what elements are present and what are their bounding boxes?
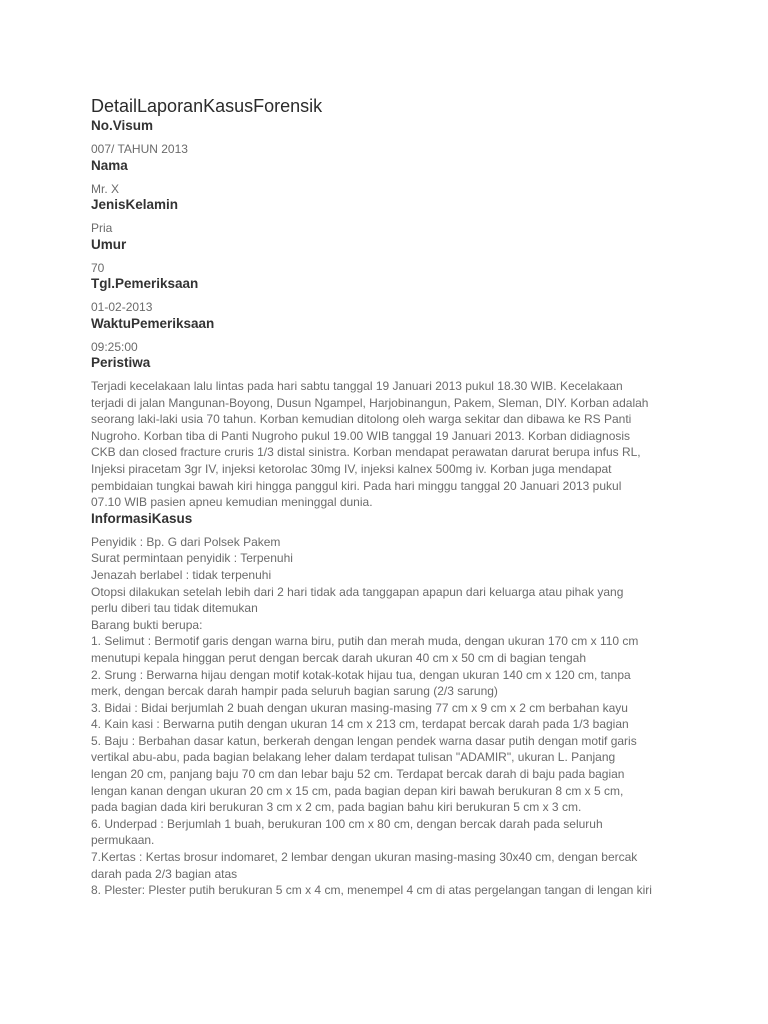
section-label: Peristiwa [91, 355, 151, 370]
text-line: CKB dan closed fracture cruris 1/3 distal sinistra. Korban mendapat perawatan darurat berupa infus RL, [91, 445, 641, 460]
text-line: pada bagian dada kiri berukuran 3 cm x 2 cm, pada bagian bahu kiri berukuran 5 cm x 3 cm. [91, 800, 582, 815]
field-value: 007/ TAHUN 2013 [91, 142, 188, 156]
field-label: Umur [91, 236, 127, 252]
field-umur [91, 237, 691, 277]
text-line: terjadi di jalan Mangunan-Boyong, Dusun Ngampel, Harjobinangun, Pakem, Sleman, DIY. Korban adalah [91, 395, 649, 410]
text-line: 6. Underpad : Berjumlah 1 buah, berukuran 100 cm x 80 cm, dengan bercak darah pada seluruh [91, 816, 603, 831]
text-line: perlu diberi tau tidak ditemukan [91, 601, 258, 616]
text-line: 1. Selimut : Bermotif garis dengan warna biru, putih dan merah muda, dengan ukuran 170 cm x 110 cm [91, 634, 639, 649]
page-title: DetailLaporanKasusForensik [91, 96, 323, 116]
field-label: JenisKelamin [91, 197, 179, 212]
field-waktu-pemeriksaan [91, 316, 691, 356]
field-value: Mr. X [91, 181, 120, 196]
text-line: seorang laki-laki usia 70 tahun. Korban kemudian ditolong oleh warga sekitar dan dibawa ke RS Panti [91, 412, 632, 427]
field-tgl-pemeriksaan [91, 276, 691, 316]
text-line: lengan kanan dengan ukuran 20 cm x 15 cm, pada bagian depan kiri bawah berukuran 8 cm x 5 cm, [91, 783, 624, 798]
field-no-visum [91, 118, 691, 158]
text-line: 8. Plester: Plester putih berukuran 5 cm x 4 cm, menempel 4 cm di atas pergelangan tangan di lengan kiri [91, 883, 652, 898]
text-line: 5. Baju : Berbahan dasar katun, berkerah dengan lengan pendek warna dasar putih dengan motif garis [91, 733, 637, 748]
field-value: 70 [91, 260, 105, 275]
field-jenis-kelamin [91, 197, 691, 237]
peristiwa-text [91, 378, 691, 511]
text-line: Nugroho. Korban tiba di Panti Nugroho pukul 19.00 WIB tanggal 19 Januari 2013. Korban didiagnosis [91, 428, 631, 443]
text-line: Surat permintaan penyidik : Terpenuhi [91, 551, 293, 566]
text-line: Terjadi kecelakaan lalu lintas pada hari sabtu tanggal 19 Januari 2013 pukul 18.30 WIB. Kecelakaan [91, 379, 623, 393]
text-line: darah pada 2/3 bagian atas [91, 866, 238, 881]
text-line: vertikal abu-abu, pada bagian belakang leher dalam terdapat tulisan "ADAMIR", ukuran L. Panjang [91, 750, 616, 765]
text-line: 4. Kain kasi : Berwarna putih dengan ukuran 14 cm x 213 cm, terdapat bercak darah pada 1/3 bagian [91, 717, 629, 732]
text-line: Jenazah berlabel : tidak terpenuhi [91, 567, 272, 582]
field-value: 09:25:00 [91, 339, 138, 354]
section-informasi-kasus [91, 511, 691, 899]
text-line: lengan 20 cm, panjang baju 70 cm dan lebar baju 52 cm. Terdapat bercak darah di baju pada bagian [91, 767, 625, 782]
text-line: 07.10 WIB pasien apneu kemudian meninggal dunia. [91, 495, 373, 510]
text-line: merk, dengan bercak darah hampir pada seluruh bagian sarung (2/3 sarung) [91, 684, 498, 699]
text-line: 7.Kertas : Kertas brosur indomaret, 2 lembar dengan ukuran masing-masing 30x40 cm, dengan bercak [91, 850, 638, 865]
text-line: menutupi kepala hinggan perut dengan bercak darah ukuran 40 cm x 50 cm di bagian tengah [91, 650, 587, 665]
field-nama [91, 158, 691, 198]
informasi-text [91, 534, 691, 899]
field-label: Tgl.Pemeriksaan [91, 276, 199, 291]
field-label: Nama [91, 157, 128, 173]
text-line: 3. Bidai : Bidai berjumlah 2 buah dengan ukuran masing-masing 77 cm x 9 cm x 2 cm berbahan kayu [91, 700, 628, 715]
field-label: WaktuPemeriksaan [91, 315, 215, 331]
field-label: No.Visum [91, 118, 154, 133]
section-label: InformasiKasus [91, 510, 193, 526]
text-line: Barang bukti berupa: [91, 617, 203, 632]
text-line: 2. Srung : Berwarna hijau dengan motif kotak-kotak hijau tua, dengan ukuran 140 cm x 120 cm, tanpa [91, 667, 631, 682]
field-value: Pria [91, 221, 113, 235]
section-peristiwa [91, 355, 691, 511]
report-page [91, 96, 691, 899]
text-line: permukaan. [91, 833, 155, 848]
field-value: 01-02-2013 [91, 300, 153, 314]
text-line: Penyidik : Bp. G dari Polsek Pakem [91, 534, 281, 549]
text-line: Otopsi dilakukan setelah lebih dari 2 hari tidak ada tanggapan apapun dari keluarga atau pihak yang [91, 584, 624, 599]
text-line: Injeksi piracetam 3gr IV, injeksi ketorolac 30mg IV, injeksi kalnex 500mg iv. Korban juga mendapat [91, 461, 612, 476]
text-line: pembidaian tungkai bawah kiri hingga panggul kiri. Pada hari minggu tanggal 20 Januari 2013 pukul [91, 478, 622, 493]
